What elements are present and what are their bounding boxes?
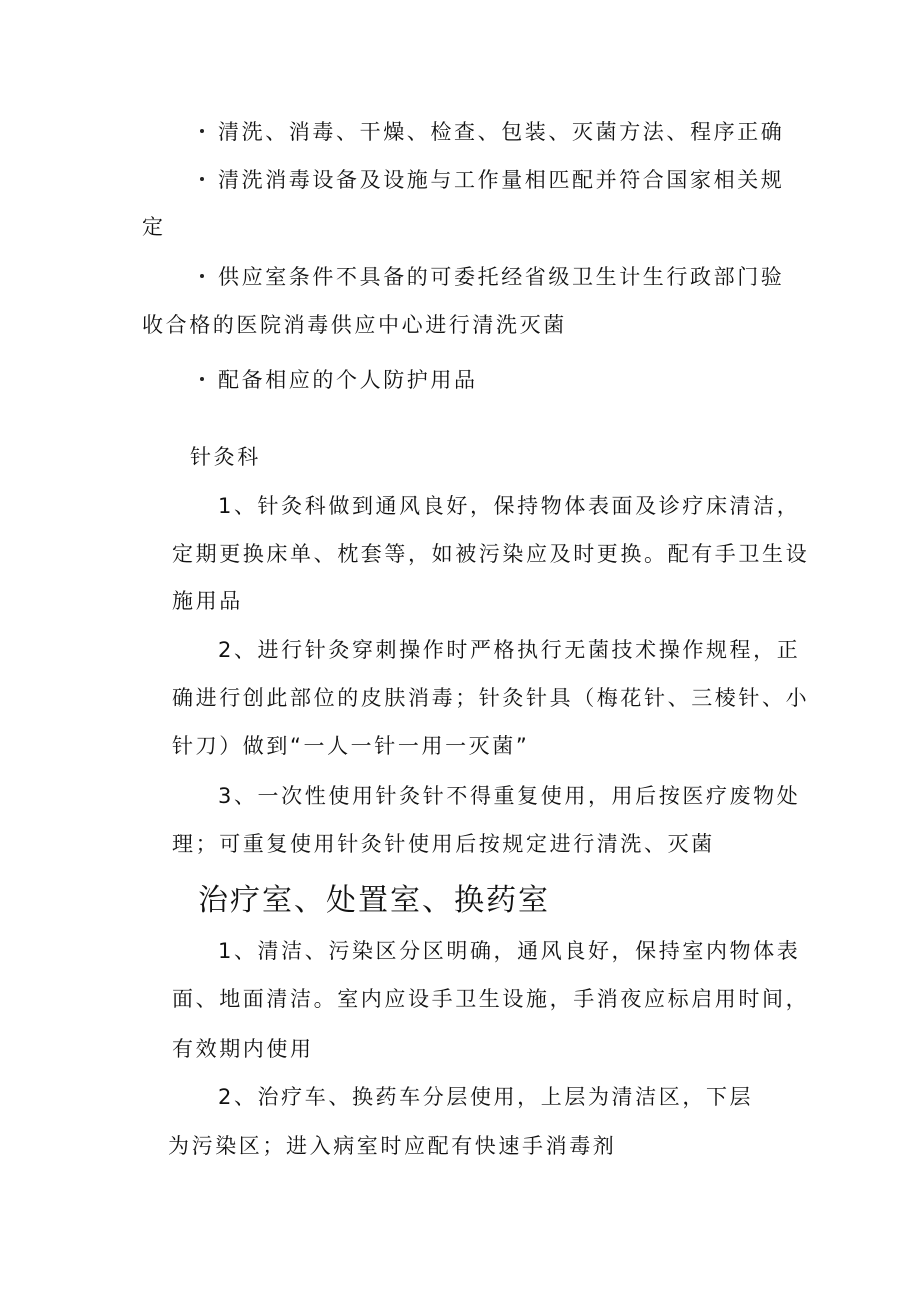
bullet-continuation: 定 <box>142 215 166 239</box>
acupuncture-item-2-line-1: 2、进行针灸穿刺操作时严格执行无菌技术操作规程，正 <box>218 638 801 662</box>
section-title-acupuncture: 针灸科 <box>190 445 261 469</box>
bullet-dot <box>200 377 204 381</box>
bullet-text: 供应室条件不具备的可委托经省级卫生计生行政部门验 <box>218 265 785 289</box>
bullet-item-2 <box>200 165 784 195</box>
treatment-item-1-line-1: 1、清洁、污染区分区明确，通风良好，保持室内物体表 <box>218 939 801 963</box>
section-title-treatment: 治疗室、处置室、换药室 <box>198 883 550 918</box>
treatment-item-1-line-3: 有效期内使用 <box>172 1037 314 1061</box>
acupuncture-item-3-line-1: 3、一次性使用针灸针不得重复使用，用后按医疗废物处 <box>218 784 801 808</box>
acupuncture-item-1-line-2: 定期更换床单、枕套等，如被污染应及时更换。配有手卫生设 <box>172 542 810 566</box>
bullet-dot <box>200 177 204 181</box>
bullet-dot <box>200 129 204 133</box>
bullet-text: 清洗消毒设备及设施与工作量相匹配并符合国家相关规 <box>218 168 785 192</box>
acupuncture-item-1-line-3: 施用品 <box>172 589 243 613</box>
bullet-item-3 <box>200 262 784 292</box>
treatment-item-1-line-2: 面、地面清洁。室内应设手卫生设施，手消夜应标启用时间， <box>172 987 810 1011</box>
bullet-text: 清洗、消毒、干燥、检查、包装、灭菌方法、程序正确 <box>218 120 785 144</box>
acupuncture-item-1-line-1: 1、针灸科做到通风良好，保持物体表面及诊疗床清洁， <box>218 494 801 518</box>
bullet-dot <box>200 274 204 278</box>
treatment-item-2-line-1: 2、治疗车、换药车分层使用，上层为清洁区，下层 <box>218 1085 754 1109</box>
acupuncture-item-3-line-2: 理；可重复使用针灸针使用后按规定进行清洗、灭菌 <box>172 832 715 856</box>
treatment-item-2-line-2: 为污染区；进入病室时应配有快速手消毒剂 <box>168 1134 617 1158</box>
acupuncture-item-2-line-2: 确进行创此部位的皮肤消毒；针灸针具（梅花针、三棱针、小 <box>172 686 810 710</box>
bullet-item-1 <box>200 117 784 147</box>
bullet-continuation: 收合格的医院消毒供应中心进行清洗灭菌 <box>142 313 567 337</box>
bullet-item-4 <box>200 365 478 395</box>
acupuncture-item-2-line-3: 针刀）做到“一人一针一用一灭菌” <box>172 734 530 758</box>
bullet-text: 配备相应的个人防护用品 <box>218 368 478 392</box>
